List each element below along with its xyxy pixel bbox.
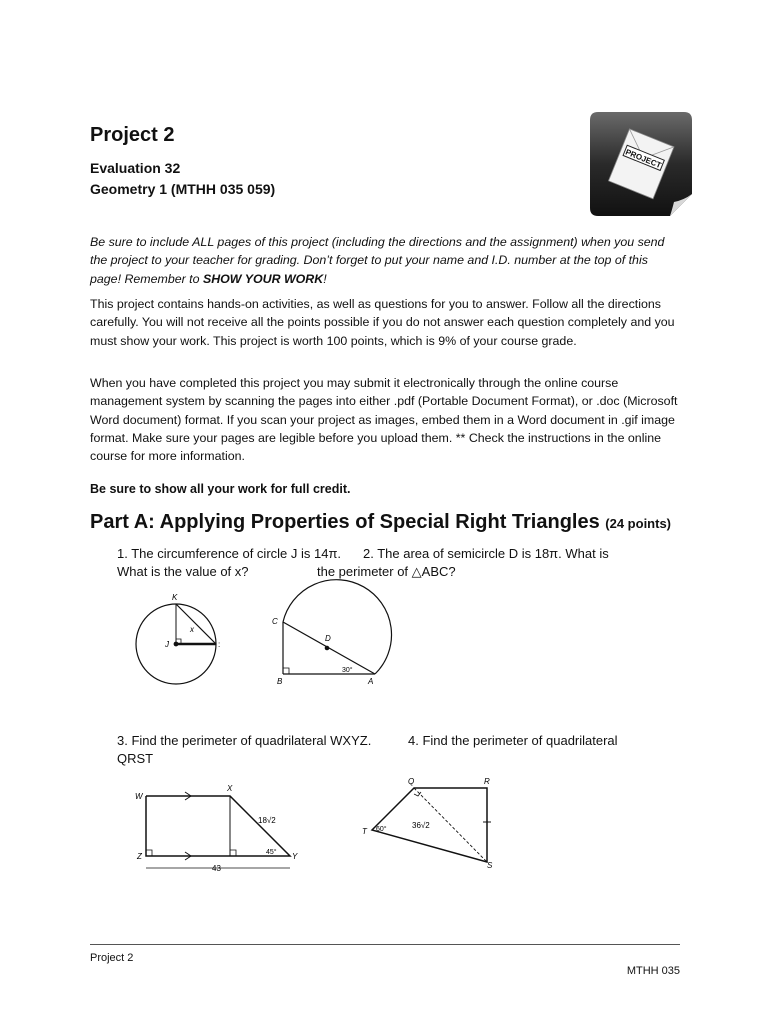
submission-instructions: When you have completed this project you may submit it electronically through the online course management system by scanning the pages into either .pdf (Portable Document Format), or .doc (Microsoft Word document) format. If you scan your project as images, embed them in a Word document in .gif image format. Make sure your pages are legible before you upload them. ** Check the instructions in the online course for more information. [90, 376, 678, 464]
question-2-line-2: the perimeter of △ABC? [317, 564, 456, 579]
page-title: Project 2 [90, 124, 175, 146]
circle-j-figure [130, 590, 230, 690]
angle-45-label: 45° [266, 849, 277, 856]
part-a-title: Part A: Applying Properties of Special Right Triangles [90, 511, 606, 533]
point-z-label: Z [137, 852, 142, 861]
part-a-points: (24 points) [605, 516, 672, 531]
point-a-label: A [368, 677, 374, 686]
footer-course-code: MTHH 035 [626, 965, 680, 977]
side-length-label: 18√2 [258, 816, 276, 825]
project-envelope-logo [588, 110, 694, 218]
question-4-line-1: 4. Find the perimeter of quadrilateral [408, 733, 618, 748]
question-3-line-1: 3. Find the perimeter of quadrilateral WXYZ. [117, 733, 372, 748]
point-k-label: K [172, 593, 178, 602]
question-1-line-2: What is the value of x? [117, 564, 249, 579]
credit-note: Be sure to show all your work for full credit. [90, 482, 351, 496]
intro-italic-text: Be sure to include ALL pages of this project (including the directions and the assignment) when you send the project to your teacher for grading. Don’t forget to put your name and I.D. number at the top of this page! Remember to [90, 235, 665, 286]
point-w-label: W [135, 792, 143, 801]
semicircle-d-figure [266, 590, 386, 690]
angle-60-label: 60° [376, 826, 387, 833]
show-work-emphasis: SHOW YOUR WORK [202, 271, 324, 286]
point-s-label: S [487, 861, 493, 870]
project-description: This project contains hands-on activities, as well as questions for you to answer. Follow all the directions carefully. You will not receive all the points possible if you do not answer each question completely and you must show your work. This project is worth 100 points, which is 9% of your course grade. [90, 297, 675, 348]
point-q-label: Q [408, 777, 415, 786]
footer-project-label: Project 2 [90, 952, 134, 964]
footer-rule [90, 944, 680, 945]
course-label: Geometry 1 (MTHH 035 059) [90, 181, 276, 197]
quadrilateral-qrst-figure [360, 774, 500, 874]
point-b-label: B [277, 677, 283, 686]
quadrilateral-wxyz-figure [130, 780, 310, 876]
question-2-line-1: 2. The area of semicircle D is 18π. What is [363, 546, 609, 561]
point-j-label: J [165, 640, 169, 649]
intro-instructions [90, 233, 680, 288]
point-t-label: T [362, 827, 367, 836]
point-c-label: C [272, 617, 278, 626]
x-label: x [190, 625, 194, 634]
question-1-line-1: 1. The circumference of circle J is 14π. [117, 546, 342, 561]
point-y-label: Y [292, 852, 298, 861]
intro-italic-end: ! [323, 271, 327, 286]
logo-text: PROJECT [624, 147, 663, 171]
base-length-label: 43 [212, 864, 221, 873]
point-x-label: X [227, 784, 233, 793]
part-a-heading [90, 511, 671, 534]
question-3-line-2: QRST [117, 751, 154, 766]
point-d-label: D [325, 634, 331, 643]
point-r-label: R [484, 777, 490, 786]
evaluation-label: Evaluation 32 [90, 160, 181, 176]
svg-text::: : [218, 640, 221, 649]
diagonal-length-label: 36√2 [412, 821, 430, 830]
angle-30-label: 30° [342, 667, 353, 674]
